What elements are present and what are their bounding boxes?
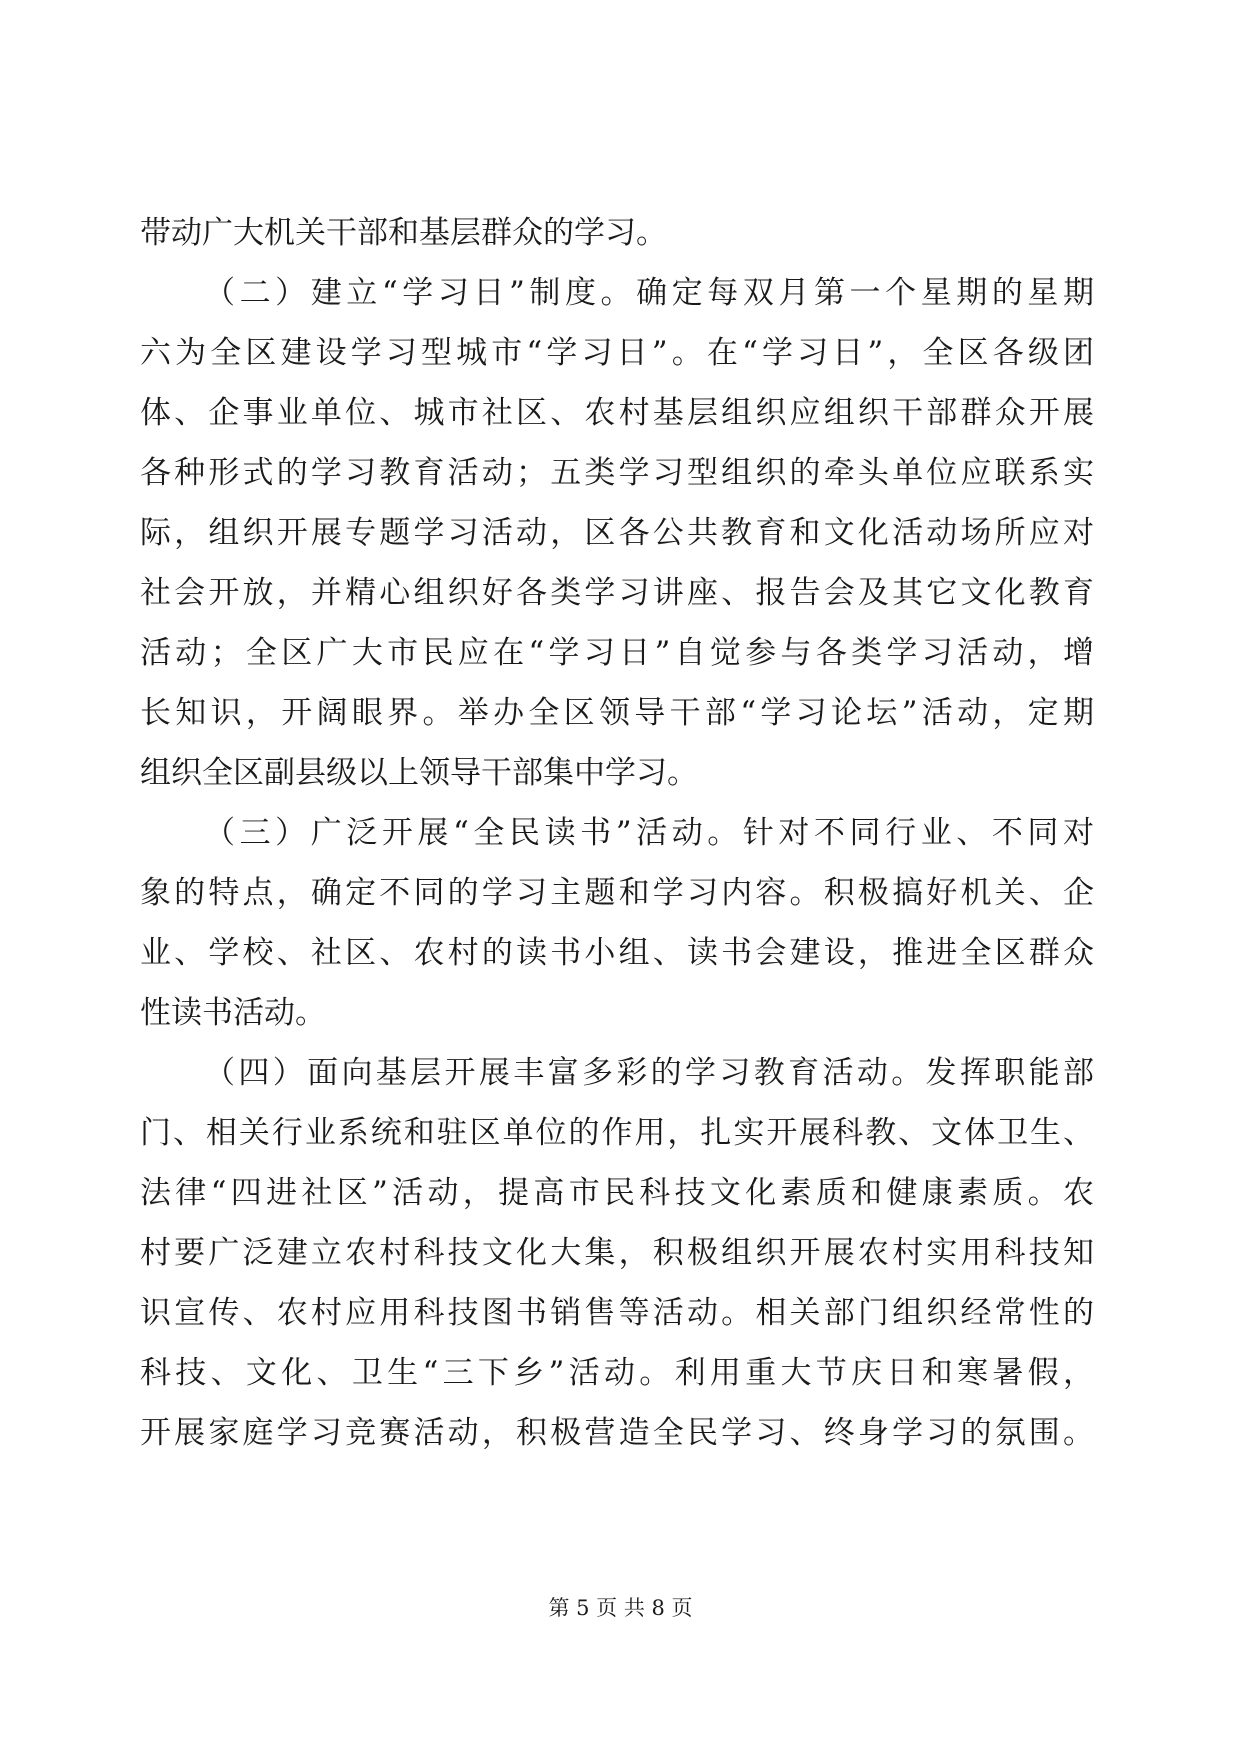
text-line: 开展家庭学习竞赛活动，积极营造全民学习、终身学习的氛围。 bbox=[140, 1415, 1094, 1451]
text-line: 性读书活动。 bbox=[140, 995, 326, 1031]
text-line: 社会开放，并精心组织好各类学习讲座、报告会及其它文化教育 bbox=[140, 575, 1094, 611]
text-line: 象的特点，确定不同的学习主题和学习内容。积极搞好机关、企 bbox=[140, 875, 1094, 911]
text-line: 带动广大机关干部和基层群众的学习。 bbox=[140, 215, 667, 251]
paragraph-first-line: （三）广泛开展“全民读书”活动。针对不同行业、不同对 bbox=[204, 815, 1094, 851]
text-line: 组织全区副县级以上领导干部集中学习。 bbox=[140, 755, 698, 791]
paragraph-first-line: （二）建立“学习日”制度。确定每双月第一个星期的星期 bbox=[204, 275, 1094, 311]
text-line: 体、企事业单位、城市社区、农村基层组织应组织干部群众开展 bbox=[140, 395, 1094, 431]
page-number-label: 第 5 页 共 8 页 bbox=[548, 1596, 693, 1620]
text-line: 各种形式的学习教育活动；五类学习型组织的牵头单位应联系实 bbox=[140, 455, 1094, 491]
text-line: 门、相关行业系统和驻区单位的作用，扎实开展科教、文体卫生、 bbox=[140, 1115, 1094, 1151]
text-line: 际，组织开展专题学习活动，区各公共教育和文化活动场所应对 bbox=[140, 515, 1094, 551]
text-line: 科技、文化、卫生“三下乡”活动。利用重大节庆日和寒暑假， bbox=[140, 1355, 1094, 1391]
text-line: 法律“四进社区”活动，提高市民科技文化素质和健康素质。农 bbox=[140, 1175, 1094, 1211]
text-line: 村要广泛建立农村科技文化大集，积极组织开展农村实用科技知 bbox=[140, 1235, 1094, 1271]
text-line: 六为全区建设学习型城市“学习日”。在“学习日”，全区各级团 bbox=[140, 335, 1094, 371]
document-body bbox=[140, 203, 1094, 1463]
text-line: 业、学校、社区、农村的读书小组、读书会建设，推进全区群众 bbox=[140, 935, 1094, 971]
paragraph-first-line: （四）面向基层开展丰富多彩的学习教育活动。发挥职能部 bbox=[204, 1055, 1094, 1091]
page-footer bbox=[0, 1593, 1241, 1623]
text-line: 识宣传、农村应用科技图书销售等活动。相关部门组织经常性的 bbox=[140, 1295, 1094, 1331]
text-line: 活动；全区广大市民应在“学习日”自觉参与各类学习活动，增 bbox=[140, 635, 1094, 671]
text-line: 长知识，开阔眼界。举办全区领导干部“学习论坛”活动，定期 bbox=[140, 695, 1094, 731]
